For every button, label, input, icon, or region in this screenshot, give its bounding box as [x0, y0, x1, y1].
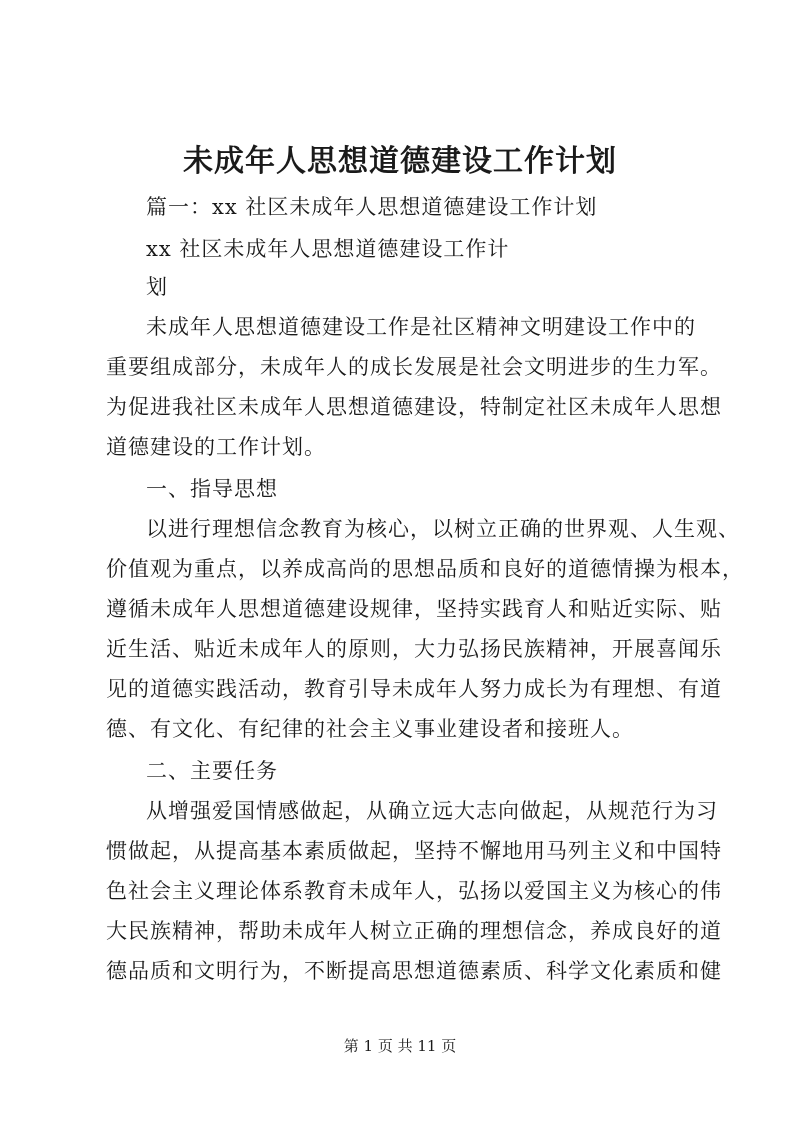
text-line: 价值观为重点，以养成高尚的思想品质和良好的道德情操为根本，	[106, 557, 744, 581]
text-line: 德品质和文明行为，不断提高思想道德素质、科学文化素质和健	[106, 959, 722, 983]
section-heading: 二、主要任务	[146, 759, 278, 783]
text-line: 近生活、贴近未成年人的原则，大力弘扬民族精神，开展喜闻乐	[106, 637, 722, 661]
text-line: 大民族精神，帮助未成年人树立正确的理想信念，养成良好的道	[106, 919, 722, 943]
text-line: 见的道德实践活动，教育引导未成年人努力成长为有理想、有道	[106, 677, 722, 701]
text-line: 从增强爱国情感做起，从确立远大志向做起，从规范行为习	[146, 799, 718, 823]
section-heading: 一、指导思想	[146, 477, 278, 501]
text-line: 为促进我社区未成年人思想道德建设，特制定社区未成年人思想	[106, 395, 722, 419]
text-line: 以进行理想信念教育为核心，以树立正确的世界观、人生观、	[146, 517, 740, 541]
document-title: 未成年人思想道德建设工作计划	[183, 144, 617, 179]
page-number: 第 1 页 共 11 页	[343, 1037, 457, 1055]
text-line: 篇一：xx 社区未成年人思想道德建设工作计划	[146, 195, 598, 219]
text-line: 重要组成部分，未成年人的成长发展是社会文明进步的生力军。	[106, 355, 722, 379]
text-line: 德、有文化、有纪律的社会主义事业建设者和接班人。	[106, 717, 634, 741]
text-line: 遵循未成年人思想道德建设规律，坚持实践育人和贴近实际、贴	[106, 597, 722, 621]
text-line: 划	[146, 275, 168, 299]
text-line: 惯做起，从提高基本素质做起，坚持不懈地用马列主义和中国特	[106, 839, 722, 863]
text-line: 道德建设的工作计划。	[106, 435, 326, 459]
text-line: 未成年人思想道德建设工作是社区精神文明建设工作中的	[146, 315, 696, 339]
text-line: xx 社区未成年人思想道德建设工作计	[146, 237, 510, 261]
text-line: 色社会主义理论体系教育未成年人，弘扬以爱国主义为核心的伟	[106, 879, 722, 903]
